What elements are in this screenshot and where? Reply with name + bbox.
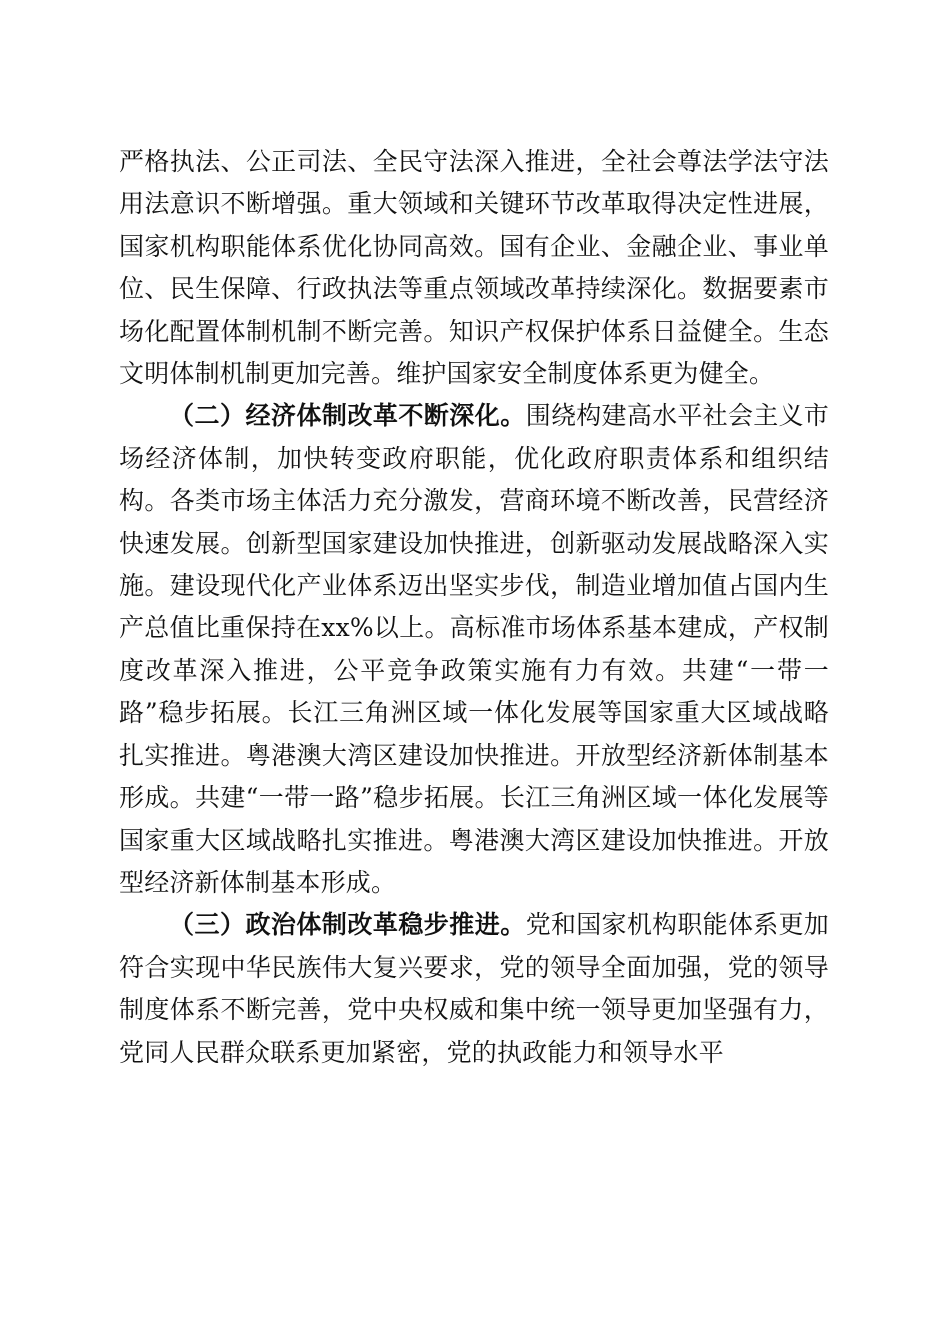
paragraph-text: 严格执法、公正司法、全民守法深入推进，全社会尊法学法守法用法意识不断增强。重大领域和关键环节改革取得决定性进展，国家机构职能体系优化协同高效。国有企业、金融企业、事业单位、民生保障、行政执法等重点领域改革持续深化。数据要素市场化配置体制机制不断完善。知识产权保护体系日益健全。生态文明体制机制更加完善。维护国家安全制度体系更为健全。 [119,147,829,389]
document-body [119,141,829,1074]
paragraph-economic-reform [119,395,829,904]
paragraph-continuation [119,141,829,395]
paragraph-text: 围绕构建高水平社会主义市场经济体制，加快转变政府职能，优化政府职责体系和组织结构。各类市场主体活力充分激发，营商环境不断改善，民营经济快速发展。创新型国家建设加快推进，创新驱动发展战略深入实施。建设现代化产业体系迈出坚实步伐，制造业增加值占国内生产总值比重保持在xx%以上。高标准市场体系基本建成，产权制度改革深入推进，公平竞争政策实施有力有效。共建“一带一路”稳步拓展。长江三角洲区域一体化发展等国家重大区域战略扎实推进。粤港澳大湾区建设加快推进。开放型经济新体制基本形成。共建“一带一路”稳步拓展。长江三角洲区域一体化发展等国家重大区域战略扎实推进。粤港澳大湾区建设加快推进。开放型经济新体制基本形成。 [119,401,829,897]
paragraph-text: 党和国家机构职能体系更加符合实现中华民族伟大复兴要求，党的领导全面加强，党的领导制度体系不断完善，党中央权威和集中统一领导更加坚强有力，党同人民群众联系更加紧密，党的执政能力和领导水平 [119,910,829,1067]
section-heading-political: （三）政治体制改革稳步推进。 [169,910,526,940]
paragraph-political-reform [119,904,829,1074]
section-heading-economic: （二）经济体制改革不断深化。 [169,401,526,431]
